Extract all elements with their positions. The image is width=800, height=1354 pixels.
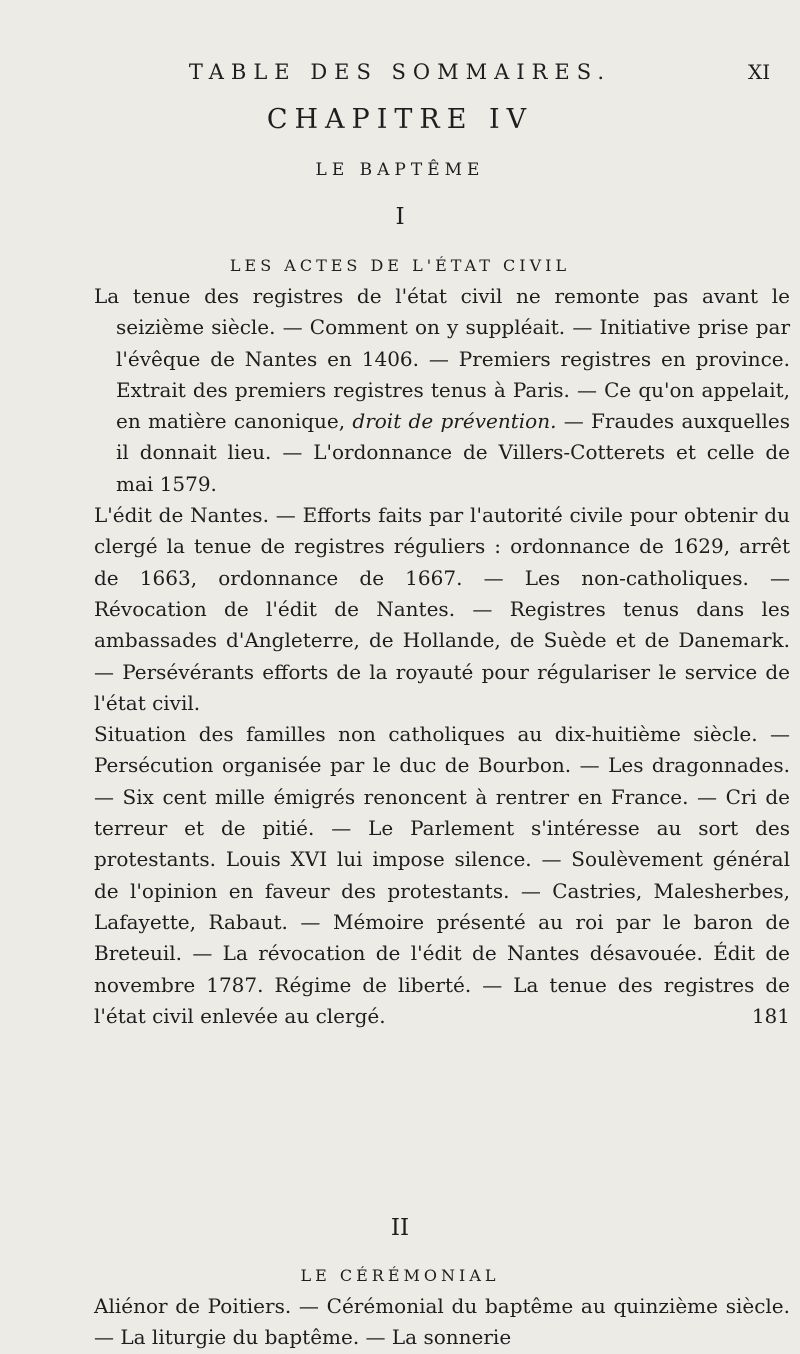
- page-reference: 181: [751, 1003, 790, 1028]
- page-number: XI: [748, 60, 771, 84]
- section-summary: [94, 1291, 790, 1354]
- summary-text: L'édit de Nantes. — Efforts faits par l'autorité civile pour obtenir du clergé la tenue de registres réguliers : ordonnance de 1629, arrêt de 1663, ordonnance de 1667. — Les non-catholiques. — Révocation de l'édit de Nantes. — Registres tenus dans les ambassades d'Angleterre, de Hollande, de Suède et de Danemark. — Persévérants efforts de la royauté pour régulariser le service de l'état civil.: [94, 503, 790, 715]
- summary-text: La tenue des registres de l'état civil ne remonte pas avant le seizième siècle. — Comment on y suppléait. — Initiative prise par l'évêque de Nantes en 1406. — Premiers registres en province. Extrait des premiers registres tenus à Paris. — Ce qu'on appelait, en matière canonique,: [94, 284, 790, 434]
- section-summary: [94, 281, 790, 1032]
- section-number: I: [395, 204, 405, 230]
- chapter-label: CHAPITRE IV: [266, 104, 534, 135]
- summary-paragraph: [94, 1291, 790, 1354]
- summary-paragraph: [94, 500, 790, 719]
- section-number: II: [390, 1215, 410, 1241]
- section-title: LE CÉRÉMONIAL: [300, 1266, 500, 1285]
- summary-paragraph: [94, 719, 790, 1032]
- running-head: TABLE DES SOMMAIRES.: [188, 60, 612, 84]
- section-title: LES ACTES DE L'ÉTAT CIVIL: [229, 256, 571, 275]
- summary-text: Situation des familles non catholiques au dix-huitième siècle. — Persécution organisée par le duc de Bourbon. — Les dragonnades. — Six cent mille émigrés renoncent à rentrer en France. — Cri de terreur et de pitié. — Le Parlement s'intéresse au sort des protestants. Louis XVI lui impose silence. — Soulèvement général de l'opinion en faveur des protestants. — Castries, Malesherbes, Lafayette, Rabaut. — Mémoire présenté au roi par le baron de Breteuil. — La révocation de l'édit de Nantes désavouée. Édit de novembre 1787. Régime de liberté. — La tenue des registres de l'état civil enlevée au clergé.: [94, 722, 790, 1028]
- emphasized-term: droit de prévention.: [352, 409, 557, 434]
- chapter-title: LE BAPTÊME: [315, 160, 485, 180]
- summary-text: Aliénor de Poitiers. — Cérémonial du baptême au quinzième siècle. — La liturgie du baptême. — La sonnerie: [94, 1294, 790, 1350]
- summary-text: — Fraudes auxquelles il donnait lieu. — L'ordonnance de Villers-Cotterets et celle de mai 1579.: [116, 409, 791, 496]
- summary-paragraph: [94, 281, 790, 500]
